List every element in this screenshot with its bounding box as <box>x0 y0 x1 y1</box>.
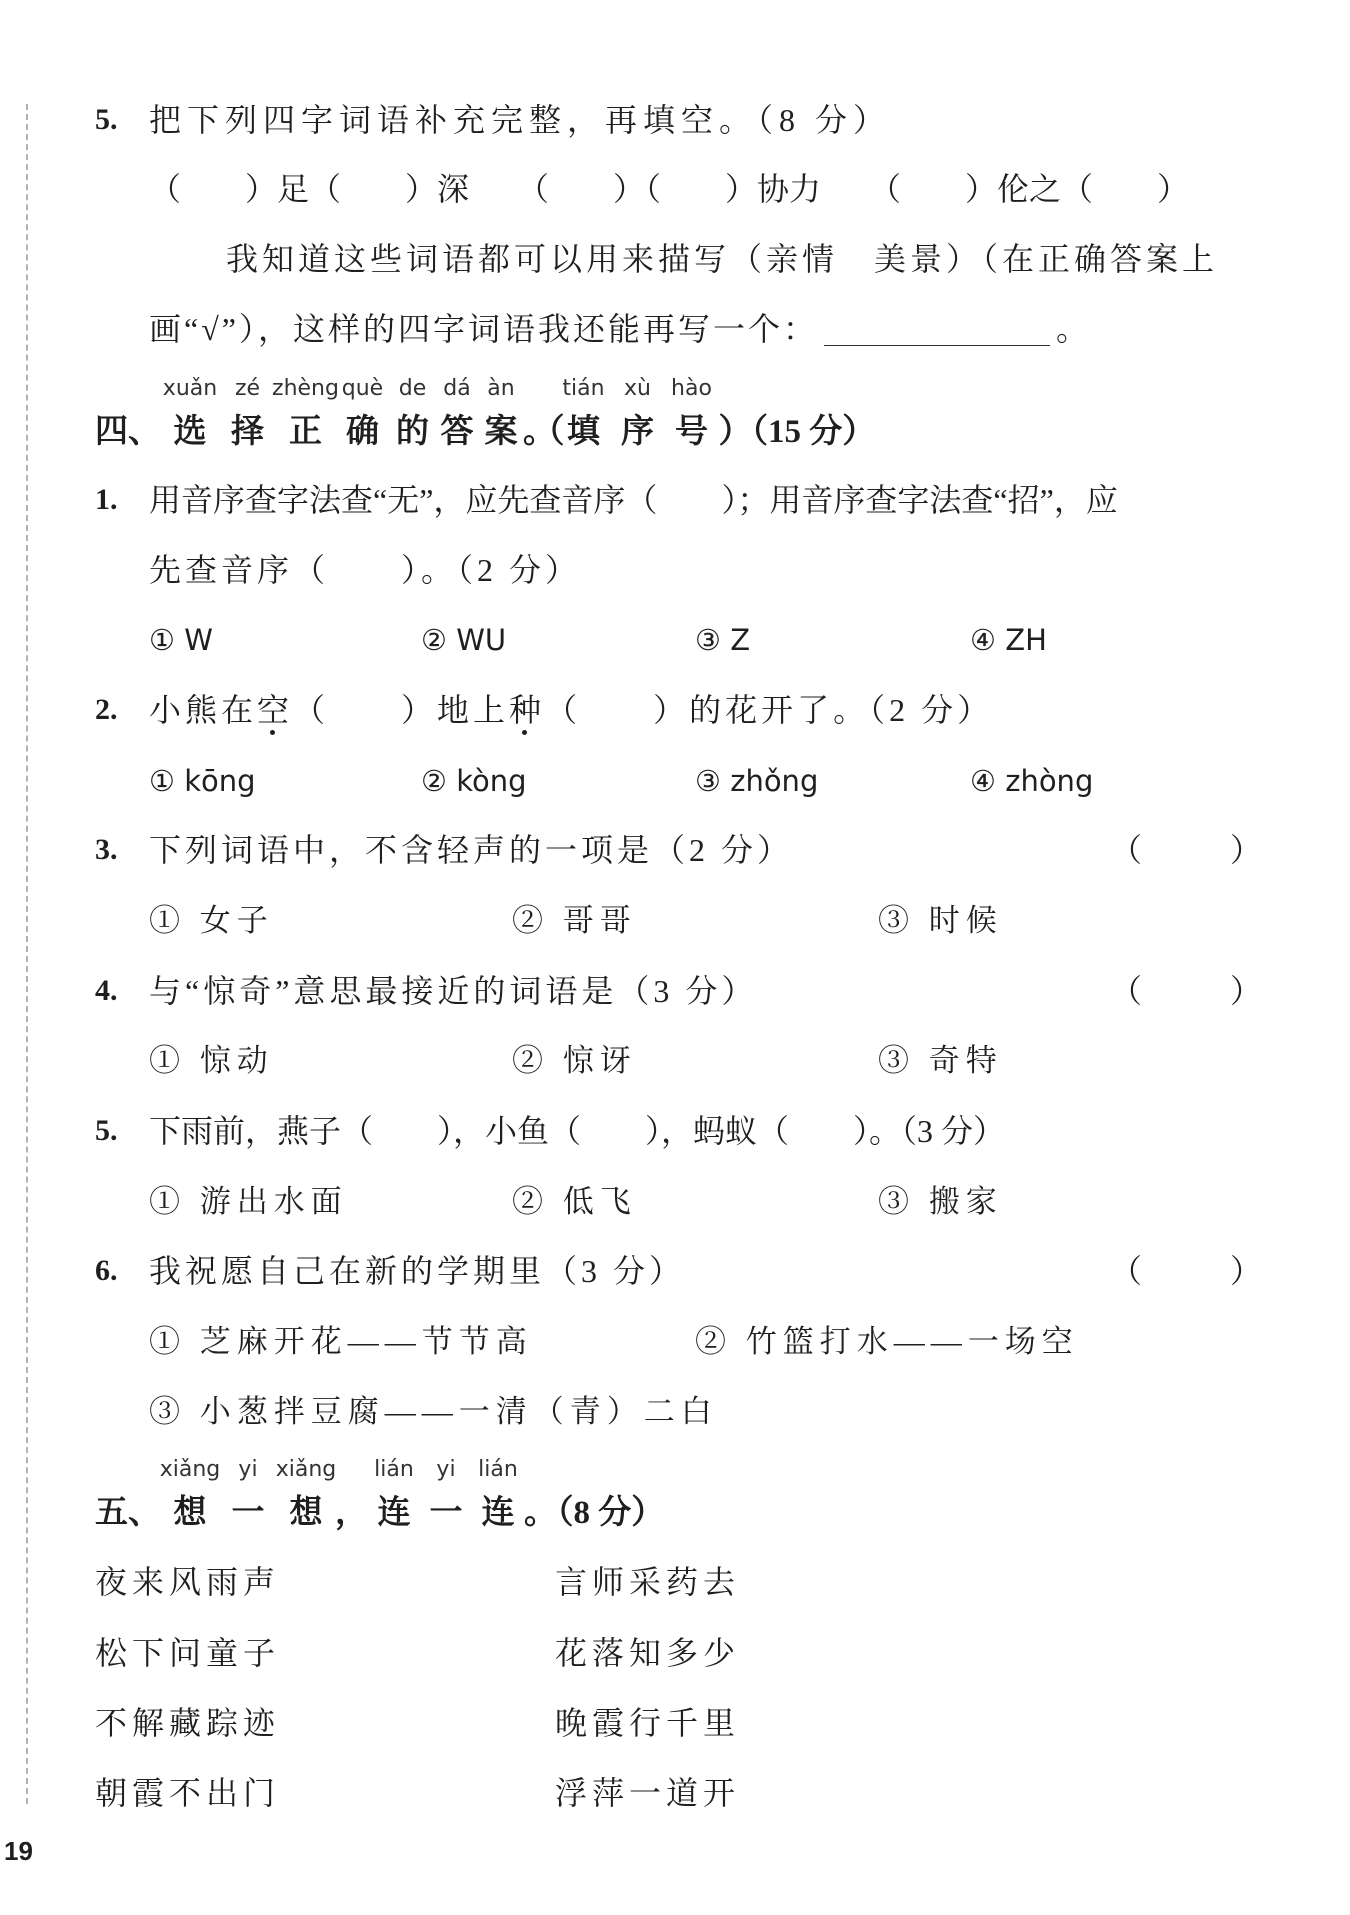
heading-char: 的 <box>396 414 429 450</box>
poem-left-line: 朝霞不出门 <box>95 1775 281 1811</box>
poem-left-line: 不解藏踪迹 <box>95 1705 281 1741</box>
question-2-part: 小熊在 <box>149 692 258 728</box>
heading-char: 号 <box>675 414 708 450</box>
question-number: 2. <box>95 693 118 726</box>
emphasized-char-zhong <box>509 690 545 730</box>
question-3-text: 下列词语中，不含轻声的一项是（2 分） <box>149 832 794 868</box>
pinyin: yi <box>436 1457 456 1482</box>
question-5-text: 下雨前，燕子（ ），小鱼（ ），蚂蚁（ ）。（3 分） <box>149 1113 1006 1149</box>
question-number: 4. <box>95 974 118 1007</box>
question-1-line-1: 用音序查字法查“无”，应先查音序（ ）；用音序查字法查“招”，应 <box>149 482 1118 518</box>
idiom-blanks-line: （ ）足（ ）深 （ ）（ ）协力 （ ）伦之（ ） <box>149 171 1190 207</box>
pinyin: lián <box>478 1457 518 1482</box>
pinyin: lián <box>374 1457 414 1482</box>
question-6-options-row-2 <box>0 1392 1350 1432</box>
pinyin: xiǎng <box>275 1457 337 1482</box>
ruby-cell <box>420 1457 472 1533</box>
option-2: ② 哥哥 <box>512 903 637 938</box>
pinyin: àn <box>487 376 515 401</box>
option-2: ② kòng <box>421 764 527 798</box>
pinyin: dá <box>443 376 471 401</box>
question-1-line-2: 先查音序（ ）。（2 分） <box>149 552 582 588</box>
question-4-options <box>0 1041 1350 1081</box>
option-1: ① kōng <box>149 764 256 798</box>
option-4: ④ zhòng <box>970 764 1094 798</box>
poem-left-line: 夜来风雨声 <box>95 1564 281 1600</box>
ruby-cell <box>219 376 276 452</box>
emphasized-char-kong <box>257 690 293 730</box>
question-number: 6. <box>95 1254 118 1287</box>
sentence-line-1: 我知道这些词语都可以用来描写（亲情 美景）（在正确答案上 <box>226 241 1219 277</box>
option-1: ① 惊动 <box>149 1043 274 1078</box>
question-2-part: （ ）地上 <box>293 692 510 728</box>
question-number: 1. <box>95 483 118 516</box>
emphasis-dot <box>522 730 527 735</box>
poem-right-line: 浮萍一道开 <box>555 1775 741 1811</box>
section-4-middle: 。（ <box>523 414 557 450</box>
poem-right-line: 花落知多少 <box>555 1635 741 1671</box>
question-6-text: 我祝愿自己在新的学期里（3 分） <box>149 1253 686 1289</box>
question-number: 3. <box>95 833 118 866</box>
heading-char: 正 <box>289 414 322 450</box>
ruby-cell <box>161 1457 219 1533</box>
question-2-options <box>0 761 1350 801</box>
option-1: ① 芝麻开花——节节高 <box>149 1324 533 1359</box>
question-4-answer-blank: （ ） <box>1109 973 1270 1009</box>
ruby-cell <box>335 376 390 452</box>
pinyin: tián <box>562 376 605 401</box>
pinyin: zhèng <box>272 376 339 401</box>
heading-char: 填 <box>567 414 600 450</box>
question-2-text <box>149 690 993 730</box>
ruby-cell <box>472 1457 524 1533</box>
heading-char: 确 <box>346 414 379 450</box>
heading-char: 想 <box>173 1495 207 1531</box>
heading-char: 答 <box>440 414 474 450</box>
sentence-line-2-end: 。 <box>1055 311 1091 347</box>
heading-char: 连 <box>377 1495 411 1531</box>
ruby-cell <box>368 1457 420 1533</box>
question-3-answer-blank: （ ） <box>1109 832 1270 868</box>
ruby-cell <box>272 376 339 452</box>
pinyin: de <box>398 376 427 401</box>
ruby-cell <box>479 376 523 452</box>
heading-char: 案 <box>484 414 518 450</box>
heading-char: 序 <box>621 414 654 450</box>
sentence-line-2 <box>149 309 1091 349</box>
emphasis-dot <box>270 730 275 735</box>
option-3: ③ 奇特 <box>878 1043 1003 1078</box>
option-3: ③ 搬家 <box>878 1184 1003 1219</box>
question-number: 5. <box>95 1114 118 1147</box>
ruby-cell <box>435 376 479 452</box>
option-2: ② WU <box>421 623 507 657</box>
pinyin: yi <box>238 1457 258 1482</box>
pinyin: zé <box>234 376 261 401</box>
option-2: ② 竹篮打水——一场空 <box>695 1324 1079 1359</box>
option-3: ③ 时候 <box>878 903 1003 938</box>
option-2: ② 低飞 <box>512 1184 637 1219</box>
section-5-middle: ， <box>335 1495 368 1531</box>
ruby-cell <box>390 376 435 452</box>
option-1: ① W <box>149 623 213 657</box>
question-number: 5. <box>95 103 118 136</box>
question-6-options-row-1 <box>0 1322 1350 1362</box>
option-1: ① 女子 <box>149 903 274 938</box>
option-4: ④ ZH <box>970 623 1047 657</box>
option-3: ③ Z <box>695 623 751 657</box>
heading-char: 择 <box>231 414 264 450</box>
heading-char: 选 <box>173 414 207 450</box>
binding-margin-dashed-line <box>26 104 28 1804</box>
page-number: 19 <box>4 1836 33 1866</box>
question-5-options <box>0 1182 1350 1222</box>
ruby-cell <box>219 1457 277 1533</box>
option-3: ③ zhǒng <box>695 764 819 798</box>
char-kong: 空 <box>257 692 294 728</box>
pinyin: xù <box>624 376 651 401</box>
question-3-options <box>0 901 1350 941</box>
question-6-answer-blank: （ ） <box>1109 1253 1270 1289</box>
char-zhong: 种 <box>509 692 546 728</box>
poem-left-line: 松下问童子 <box>95 1635 281 1671</box>
answer-underline <box>824 309 1050 346</box>
ruby-cell <box>665 376 719 452</box>
pinyin: hào <box>671 376 712 401</box>
section-5-suffix: 。（8 分） <box>524 1495 665 1531</box>
option-1: ① 游出水面 <box>149 1184 348 1219</box>
heading-char: 一 <box>429 1495 463 1531</box>
ruby-cell <box>557 376 611 452</box>
section-4-prefix: 四、 <box>95 414 161 450</box>
pinyin: xuǎn <box>162 376 218 401</box>
heading-char: 一 <box>231 1495 265 1531</box>
question-4-text: 与“惊奇”意思最接近的词语是（3 分） <box>149 973 758 1009</box>
question-1-options <box>0 620 1350 660</box>
sentence-line-2-text: 画“√”），这样的四字词语我还能再写一个： <box>149 311 818 347</box>
section-5-heading <box>95 1457 664 1533</box>
ruby-cell <box>161 376 219 452</box>
poem-right-line: 言师采药去 <box>555 1564 741 1600</box>
question-title: 把下列四字词语补充完整，再填空。（8 分） <box>149 102 892 138</box>
pinyin: què <box>341 376 384 401</box>
question-2-part: （ ）的花开了。（2 分） <box>545 692 994 728</box>
poem-right-line: 晚霞行千里 <box>555 1705 741 1741</box>
section-4-suffix: ）（15 分） <box>718 414 876 450</box>
section-5-prefix: 五、 <box>95 1495 161 1531</box>
ruby-cell <box>277 1457 335 1533</box>
ruby-cell <box>611 376 665 452</box>
section-4-heading <box>95 376 875 452</box>
heading-char: 连 <box>481 1495 515 1531</box>
pinyin: xiǎng <box>159 1457 221 1482</box>
option-3: ③ 小葱拌豆腐——一清（青）二白 <box>149 1394 718 1429</box>
option-2: ② 惊讶 <box>512 1043 637 1078</box>
heading-char: 想 <box>289 1495 323 1531</box>
